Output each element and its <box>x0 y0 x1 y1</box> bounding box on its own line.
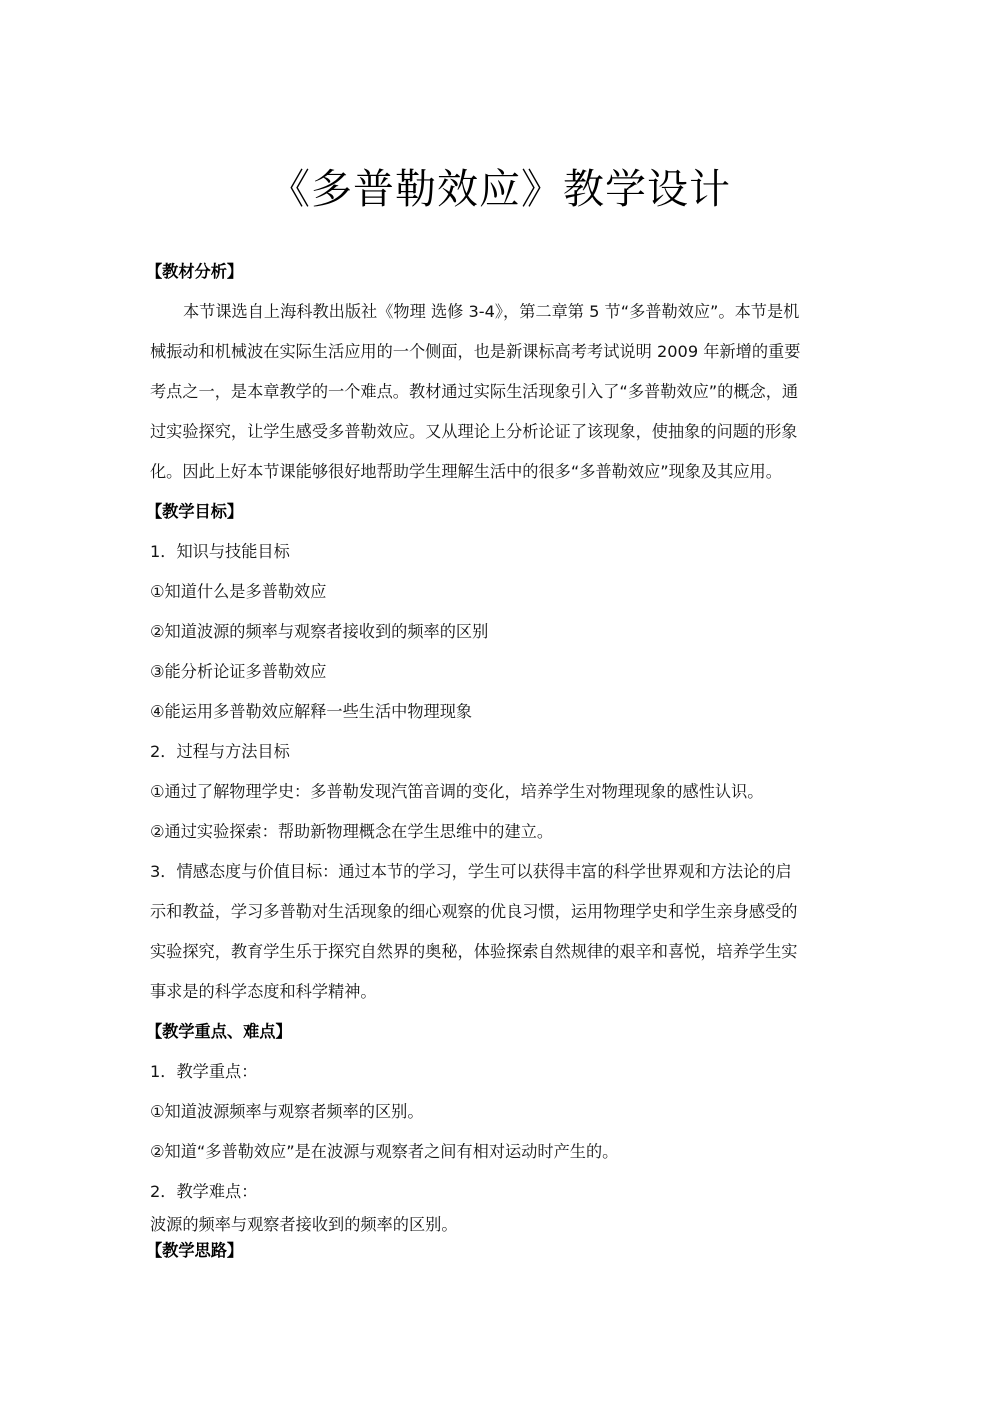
objective-category-line: 3．情感态度与价值目标：通过本节的学习，学生可以获得丰富的科学世界观和方法论的启 <box>150 862 792 881</box>
paragraph-line: 考点之一，是本章教学的一个难点。教材通过实际生活现象引入了“多普勒效应”的概念，通 <box>150 382 799 401</box>
difficulty-category: 2．教学难点： <box>150 1182 258 1201</box>
paragraph-line: 示和教益，学习多普勒对生活现象的细心观察的优良习惯，运用物理学史和学生亲身感受的 <box>150 902 798 921</box>
objective-item: ①通过了解物理学史：多普勒发现汽笛音调的变化，培养学生对物理现象的感性认识。 <box>150 782 764 801</box>
section-heading-key-points: 【教学重点、难点】 <box>146 1022 292 1041</box>
section-heading-teaching-objectives: 【教学目标】 <box>146 502 244 521</box>
objective-item: ②通过实验探索：帮助新物理概念在学生思维中的建立。 <box>150 822 554 841</box>
paragraph-line: 本节课选自上海科教出版社《物理 选修 3-4》，第二章第 5 节“多普勒效应”。本节是机 <box>183 302 800 321</box>
paragraph-line: 实验探究，教育学生乐于探究自然界的奥秘，体验探索自然规律的艰辛和喜悦，培养学生实 <box>150 942 798 961</box>
difficulty-item: 波源的频率与观察者接收到的频率的区别。 <box>150 1215 458 1234</box>
objective-item: ④能运用多普勒效应解释一些生活中物理现象 <box>150 702 473 721</box>
document-title: 《多普勒效应》教学设计 <box>269 165 731 214</box>
objective-item: ①知道什么是多普勒效应 <box>150 582 327 601</box>
paragraph-line: 过实验探究，让学生感受多普勒效应。又从理论上分析论证了该现象，使抽象的问题的形象 <box>150 422 798 441</box>
key-point-item: ①知道波源频率与观察者频率的区别。 <box>150 1102 424 1121</box>
key-point-item: ②知道“多普勒效应”是在波源与观察者之间有相对运动时产生的。 <box>150 1142 619 1161</box>
objective-category: 1．知识与技能目标 <box>150 542 290 561</box>
section-heading-textbook-analysis: 【教材分析】 <box>146 262 244 281</box>
section-heading-teaching-approach: 【教学思路】 <box>146 1241 244 1260</box>
paragraph-line: 事求是的科学态度和科学精神。 <box>150 982 377 1001</box>
document-body <box>146 252 850 1264</box>
key-point-category: 1．教学重点： <box>150 1062 258 1081</box>
objective-item: ②知道波源的频率与观察者接收到的频率的区别 <box>150 622 489 641</box>
objective-item: ③能分析论证多普勒效应 <box>150 662 327 681</box>
paragraph-line: 化。因此上好本节课能够很好地帮助学生理解生活中的很多“多普勒效应”现象及其应用。 <box>150 462 782 481</box>
objective-category: 2．过程与方法目标 <box>150 742 290 761</box>
paragraph-line: 械振动和机械波在实际生活应用的一个侧面，也是新课标高考考试说明 2009 年新增的重要 <box>150 342 801 361</box>
